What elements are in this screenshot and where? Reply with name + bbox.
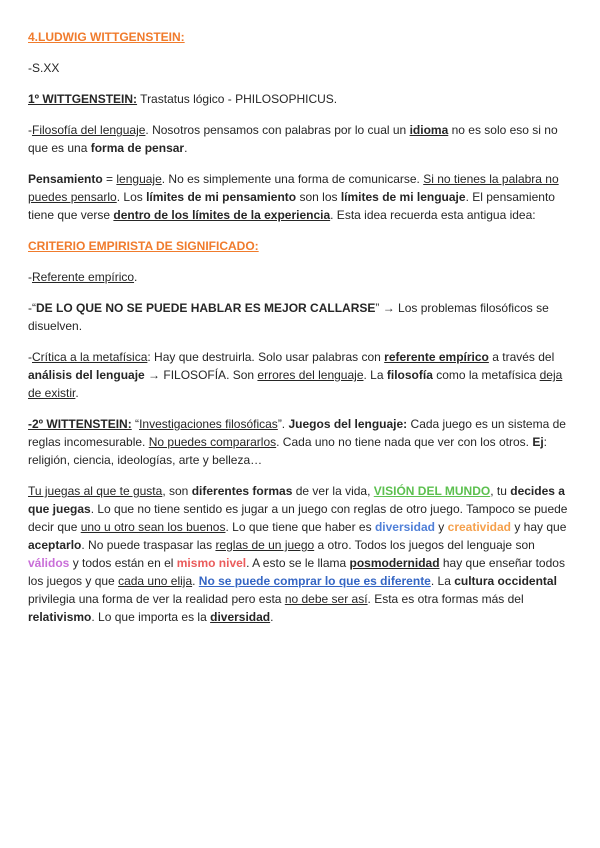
text-run: lenguaje (116, 172, 162, 186)
text-run: privilegia una forma de ver la realidad pero esta (28, 592, 285, 606)
text-run: Investigaciones filosóficas (139, 417, 278, 431)
text-run: aceptarlo (28, 538, 82, 552)
heading-text: 4.LUDWIG WITTGENSTEIN: (28, 30, 185, 44)
text-run: , tu (490, 484, 511, 498)
text-run: límites de mi pensamiento (146, 190, 297, 204)
text-run: . No es simplemente una forma de comunicarse. (161, 172, 424, 186)
text-run: de ver la vida, (292, 484, 374, 498)
text-run: , son (162, 484, 192, 498)
text-run: Filosofía del lenguaje (32, 123, 146, 137)
text-run: reglas de un juego (215, 538, 315, 552)
text-run: diversidad (210, 610, 271, 624)
text-run: ”. (277, 417, 289, 431)
text-run: . La (363, 368, 387, 382)
text-run: Cada juego es un sistema de reglas incomesurable. (28, 417, 566, 449)
document-page (28, 28, 574, 639)
text-run: ” → Los problemas filosóficos se disuelven. (28, 301, 549, 333)
text-run: forma de pensar (90, 141, 185, 155)
text-run: . (134, 270, 138, 284)
text-run: -2º WITTENSTEIN: (28, 417, 132, 431)
text-run: como la metafísica (432, 368, 540, 382)
pensamiento-paragraph (28, 170, 574, 224)
second-wittgenstein-paragraph (28, 415, 574, 469)
text-run: - (28, 123, 32, 137)
text-run: - (28, 270, 32, 284)
text-run: → FILOSOFÍA. Son (144, 368, 258, 382)
vision-del-mundo: VISIÓN DEL MUNDO (373, 484, 491, 498)
text-run: = (102, 172, 117, 186)
text-run: Tu juegas al que te gusta (28, 484, 163, 498)
text-run: . (75, 386, 79, 400)
text-run: errores del lenguaje (257, 368, 364, 382)
criterio-heading (28, 237, 574, 255)
text-run: “ (131, 417, 140, 431)
text-run: filosofía (386, 368, 433, 382)
text-run: . (270, 610, 274, 624)
text-run: -“ (28, 301, 36, 315)
text-run: . Lo que no tiene sentido es jugar a un juego con reglas de otro juego. Tampoco se puede decir que (28, 502, 568, 534)
text-run: : religión, ciencia, ideologías, arte y belleza… (28, 435, 547, 467)
text-run: cultura occidental (454, 574, 557, 588)
final-paragraph (28, 482, 574, 626)
text-run: Trastatus lógico - PHILOSOPHICUS. (137, 92, 338, 106)
text-run: uno u otro sean los buenos (80, 520, 226, 534)
text-run: referente empírico (384, 350, 489, 364)
text-run: . Cada uno no tiene nada que ver con los otros. (276, 435, 533, 449)
text-run: . (192, 574, 199, 588)
text-run: hay que enseñar todos los juegos y que (28, 556, 565, 588)
text-run: límites de mi lenguaje (340, 190, 466, 204)
text-run: no es solo eso si no que es una (28, 123, 558, 155)
text-run: Si no tienes la palabra no puedes pensarlo (28, 172, 559, 204)
text-run: Juegos del lenguaje: (288, 417, 408, 431)
text-run: . Esta idea recuerda esta antigua idea: (330, 208, 536, 222)
text-run: posmodernidad (349, 556, 440, 570)
text-run: - (28, 350, 32, 364)
text-run: relativismo (28, 610, 92, 624)
text-run: decides a que juegas (28, 484, 565, 516)
critica-paragraph (28, 348, 574, 402)
text-run: : Hay que destruirla. Solo usar palabras con (147, 350, 385, 364)
text-run: . (184, 141, 188, 155)
text-run: . A esto se le llama (246, 556, 350, 570)
text-run: no debe ser así (284, 592, 368, 606)
referente-line (28, 268, 574, 286)
text-run: Crítica a la metafísica (32, 350, 148, 364)
filosofia-paragraph (28, 121, 574, 157)
text-run: cada uno elija (118, 574, 193, 588)
text-run: y (434, 520, 448, 534)
text-run: y hay que (511, 520, 567, 534)
text-run: . Esta es otra formas más del (367, 592, 524, 606)
century-line: -S.XX (28, 61, 60, 75)
text-run: diferentes formas (191, 484, 293, 498)
text-run: . No puede traspasar las (81, 538, 216, 552)
text-run: deja de existir (28, 368, 563, 400)
text-run: a otro. Todos los juegos del lenguaje son (314, 538, 535, 552)
text-run: . Los (116, 190, 147, 204)
validos-highlight: válidos (28, 556, 70, 570)
text-run: a través del (488, 350, 555, 364)
callarse-paragraph (28, 299, 574, 335)
text-run: . Lo que tiene que haber es (225, 520, 375, 534)
text-run: análisis del lenguaje (28, 368, 145, 382)
first-wittgenstein (28, 90, 574, 108)
text-run: Referente empírico (32, 270, 135, 284)
creatividad-highlight: creatividad (447, 520, 512, 534)
section-heading (28, 28, 574, 46)
text-run: Ej (532, 435, 544, 449)
text-run: CRITERIO EMPIRISTA DE SIGNIFICADO: (28, 239, 259, 253)
text-run: Pensamiento (28, 172, 103, 186)
text-run: son los (296, 190, 341, 204)
text-run: . La (430, 574, 455, 588)
text-run: No puedes compararlos (148, 435, 277, 449)
text-run: . Lo que importa es la (91, 610, 211, 624)
text-run: 1º WITTGENSTEIN: (28, 92, 138, 106)
comprar-diferente-highlight: No se puede comprar lo que es diferente (198, 574, 431, 588)
diversidad-highlight: diversidad (374, 520, 435, 534)
text-run: idioma (409, 123, 449, 137)
text-run: dentro de los límites de la experiencia (113, 208, 331, 222)
mismo-nivel-highlight: mismo nivel (176, 556, 247, 570)
text-run: . El pensamiento tiene que verse (28, 190, 555, 222)
text-run: y todos están en el (69, 556, 177, 570)
text-run: DE LO QUE NO SE PUEDE HABLAR ES MEJOR CALLARSE (36, 301, 376, 315)
text-run: . Nosotros pensamos con palabras por lo cual un (145, 123, 410, 137)
